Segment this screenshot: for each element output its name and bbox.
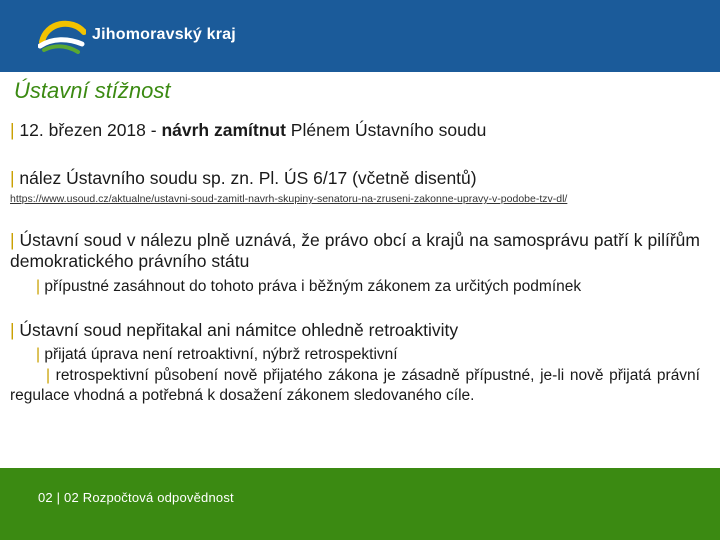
bullet-marker: | [10, 230, 15, 250]
sub-bullet-1 [36, 277, 581, 297]
bullet-marker: | [36, 346, 41, 363]
bullet-marker: | [10, 168, 15, 188]
bullet-text: přijatá úprava není retroaktivní, nýbrž retrospektivní [40, 346, 398, 363]
brand-name: Jihomoravský kraj [92, 26, 236, 43]
bullet-text: přípustné zasáhnout do tohoto práva i běžným zákonem za určitých podmínek [40, 278, 582, 295]
bullet-marker: | [46, 367, 51, 384]
bullet-text: Ústavní soud v nálezu plně uznává, že právo obcí a krajů na samosprávu patří k pilířům demokratického právního státu [10, 230, 700, 271]
bullet-marker: | [36, 278, 41, 295]
region-logo-icon [38, 16, 86, 54]
bullet-bold-text: návrh zamítnut [161, 120, 286, 140]
bullet-text: Plénem Ústavního soudu [285, 120, 487, 140]
bullet-item-2 [10, 168, 477, 189]
sub-bullet-3 [10, 366, 700, 406]
bullet-item-4 [10, 320, 458, 341]
sub-bullet-2 [36, 345, 398, 365]
footer-bar [0, 468, 720, 540]
bullet-text: 12. březen 2018 - [14, 120, 162, 140]
header-bar [0, 0, 720, 72]
bullet-text: retrospektivní působení nově přijatého zákona je zásadně přípustné, je-li nově přijatá právní regulace vhodná a potřebná k dosažení zákonem sledovaného cíle. [10, 367, 700, 404]
source-link[interactable]: https://www.usoud.cz/aktualne/ustavni-soud-zamitl-navrh-skupiny-senatoru-na-zruseni-zakonne-upravy-v-podobe-tzv-dl/ [10, 193, 568, 205]
bullet-text: Ústavní soud nepřitakal ani námitce ohledně retroaktivity [14, 320, 459, 340]
bullet-item-1 [10, 120, 486, 141]
slide-title: Ústavní stížnost [14, 78, 171, 103]
bullet-text: nález Ústavního soudu sp. zn. Pl. ÚS 6/17 (včetně disentů) [14, 168, 477, 188]
bullet-item-3 [10, 230, 700, 272]
bullet-marker: | [10, 320, 15, 340]
footer-text: 02 | 02 Rozpočtová odpovědnost [38, 490, 234, 505]
bullet-marker: | [10, 120, 15, 140]
